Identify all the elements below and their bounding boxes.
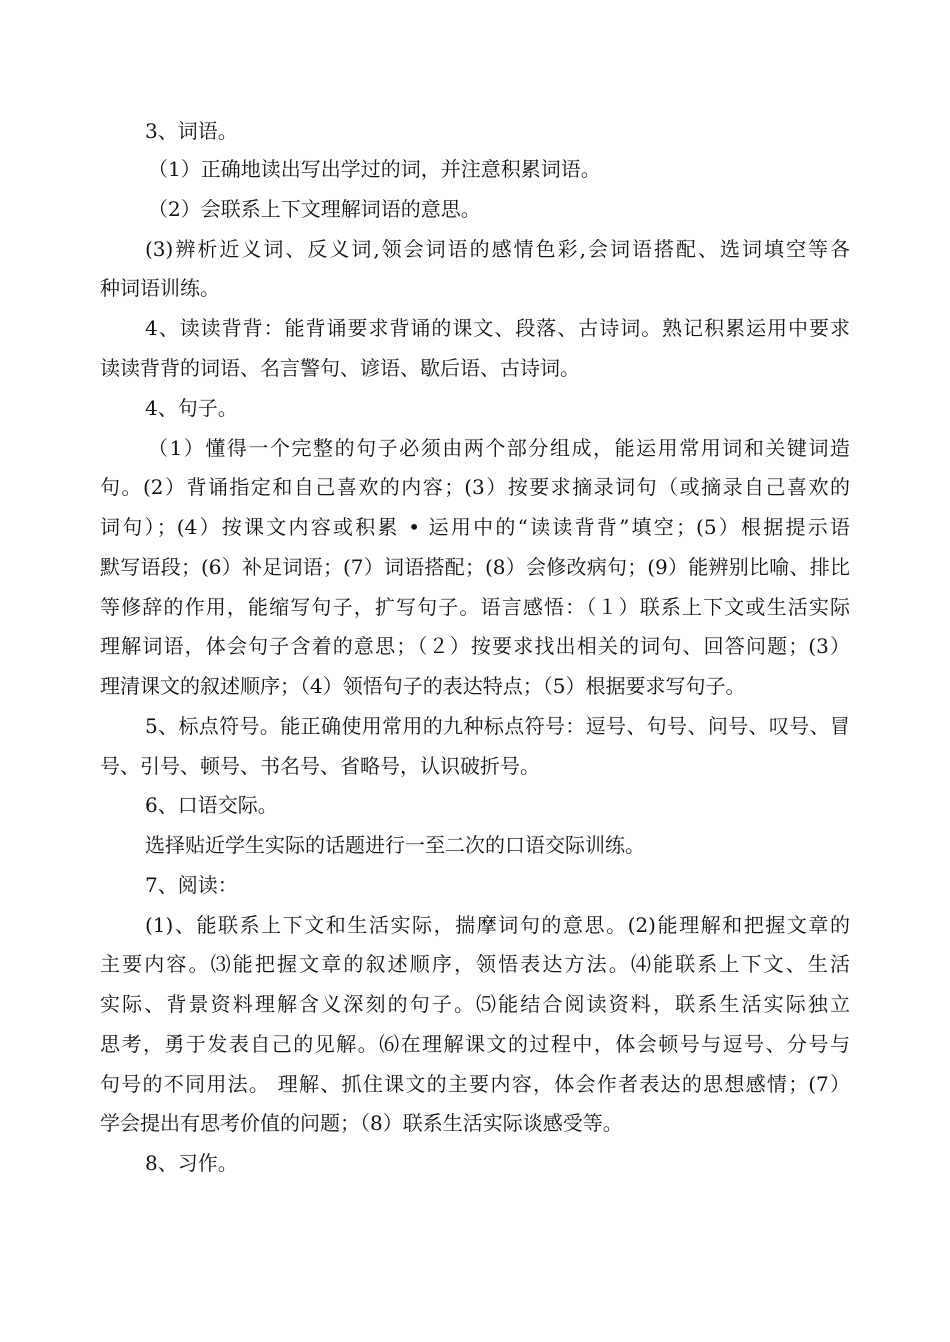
paragraph-line: 种词语训练。 xyxy=(100,276,220,300)
paragraph-line: 选择贴近学生实际的话题进行一至二次的口语交际训练。 xyxy=(145,833,645,857)
paragraph-line: 句。(2）背诵指定和自己喜欢的内容；(3）按要求摘录词句（或摘录自己喜欢的 xyxy=(100,475,850,499)
paragraph-line: 4、读读背背：能背诵要求背诵的课文、段落、古诗词。熟记积累运用中要求 xyxy=(145,316,850,340)
paragraph-line: 理清课文的叙述顺序；（4）领悟句子的表达特点；（5）根据要求写句子。 xyxy=(100,674,746,698)
heading-writing: 8、习作。 xyxy=(145,1151,238,1175)
paragraph-line: 实际、背景资料理解含义深刻的句子。⑸能结合阅读资料，联系生活实际独立 xyxy=(100,992,850,1016)
paragraph-line: 句号的不同用法。 理解、抓住课文的主要内容，体会作者表达的思想感情；(7） xyxy=(100,1072,850,1096)
paragraph-line: 5、标点符号。能正确使用常用的九种标点符号：逗号、句号、问号、叹号、冒 xyxy=(145,714,850,738)
paragraph-line: 词句）；(4）按课文内容或积累 • 运用中的“读读背背”填空；(5）根据提示语 xyxy=(100,515,850,539)
heading-sentences: 4、句子。 xyxy=(145,396,238,420)
paragraph-line: 号、引号、顿号、书名号、省略号，认识破折号。 xyxy=(100,754,540,778)
paragraph-line: （1）正确地读出写出学过的词，并注意积累词语。 xyxy=(148,157,601,181)
paragraph-line: 默写语段；(6）补足词语；(7）词语搭配；(8）会修改病句；(9）能辨别比喻、排比 xyxy=(100,555,850,579)
paragraph-line: (1)、能联系上下文和生活实际，揣摩词句的意思。(2)能理解和把握文章的 xyxy=(145,913,850,937)
paragraph-line: 读读背背的词语、名言警句、谚语、歇后语、古诗词。 xyxy=(100,356,580,380)
paragraph-line: 思考，勇于发表自己的见解。⑹在理解课文的过程中，体会顿号与逗号、分号与 xyxy=(100,1032,850,1056)
paragraph-line: 等修辞的作用，能缩写句子，扩写句子。语言感悟：（１）联系上下文或生活实际 xyxy=(100,595,850,619)
heading-oral: 6、口语交际。 xyxy=(145,793,278,817)
paragraph-line: （2）会联系上下文理解词语的意思。 xyxy=(148,197,481,221)
paragraph-line: 学会提出有思考价值的问题；（8）联系生活实际谈感受等。 xyxy=(100,1111,623,1135)
heading-words: 3、词语。 xyxy=(145,119,238,143)
paragraph-line: (3)辨析近义词、反义词,领会词语的感情色彩,会词语搭配、选词填空等各 xyxy=(145,237,850,261)
heading-reading: 7、阅读： xyxy=(145,873,238,897)
paragraph-line: 理解词语，体会句子含着的意思；（２）按要求找出相关的词句、回答问题；(3） xyxy=(100,634,850,658)
paragraph-line: 主要内容。⑶能把握文章的叙述顺序，领悟表达方法。⑷能联系上下文、生活 xyxy=(100,952,850,976)
paragraph-line: （1）懂得一个完整的句子必须由两个部分组成，能运用常用词和关键词造 xyxy=(148,436,850,460)
